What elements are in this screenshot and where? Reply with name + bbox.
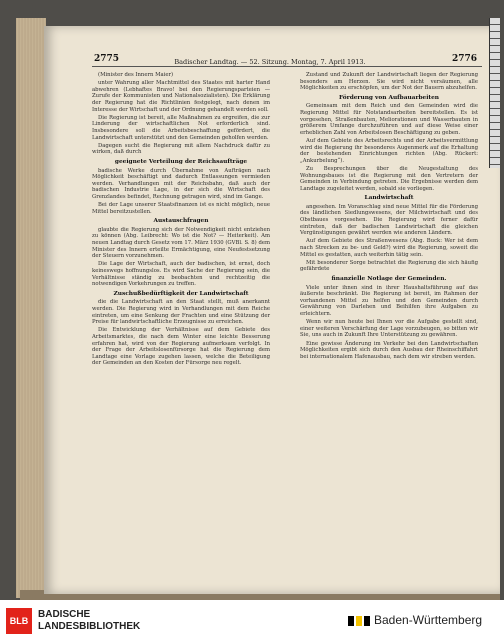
paragraph: Gemeinsam mit dem Reich und den Gemeinden wird die Regierung Mittel für Notstandsarbeiten bereitstellen. Es ist vorgesehen, Straßenbauten, Meliorationen und Wasserbauten in größerem Umfange durchzuführen und auf diese Weise einer erheblichen Zahl von Arbeitslosen Beschäftigung zu geben. <box>300 103 478 136</box>
library-name-line1: BADISCHE <box>38 609 91 620</box>
header-rule <box>92 66 482 67</box>
bw-lion-logo-icon <box>348 614 370 628</box>
library-name <box>38 609 140 633</box>
paragraph: Auf dem Gebiete des Straßenwesens (Abg. Buck: Wer ist dem nach Strecken zu be- und Geld?) wird die Regierung, soweit die Mittel es gestatten, auch weiterhin tätig sein. <box>300 238 478 258</box>
left-page-number: 2775 <box>94 54 120 64</box>
section-heading: geeignete Verteilung der Reichsaufträge <box>114 158 248 165</box>
paragraph: Wenn wir nun heute bei Ihnen vor die Aufgabe gestellt sind, einer weiteren Verschärfung der Lage vorzubeugen, so bitten wir Sie, uns auch in Zukunft Ihre Unterstützung zu gewähren. <box>300 319 478 339</box>
section-heading: Austauschfragen <box>153 218 209 225</box>
paragraph: Die Entwicklung der Verhältnisse auf dem Gebiete des Arbeitsmarktes, die nach dem Winter eine leichte Besserung erfahren hat, wird von der Regierung aufmerksam verfolgt. In der Frage der Arbeitslosenfürsorge hat die Regierung dem Landtage eine Vorlage zugehen lassen, welche die Beteiligung der Gemeinden an den Kosten der Fürsorge neu regelt. <box>92 327 270 367</box>
library-footer <box>0 600 504 641</box>
scale-ruler <box>489 18 500 168</box>
paragraph: die die Landwirtschaft an den Staat stellt, muß anerkannt werden. Die Regierung wird in Verhandlungen mit dem Reiche eintreten, um eine Senkung der Frachten und eine Stützung der Preise für landwirtschaftliche Erzeugnisse zu erreichen. <box>92 299 270 326</box>
paragraph: Viele unter ihnen sind in ihrer Haushaltsführung auf das äußerste beschränkt. Die Regierung ist bereit, im Rahmen der vorhandenen Mittel zu helfen und den Gemeinden durch Gewährung von Darlehen und Beihilfen ihre Aufgaben zu erleichtern. <box>300 284 478 317</box>
section-heading: Zuschußbedürftigkeit der Landwirtschaft <box>113 290 249 297</box>
paragraph: Zustand und Zukunft der Landwirtschaft liegen der Regierung besonders am Herzen. Sie wird nicht versäumen, alle Möglichkeiten zu erschöpfen, um der Not der Bauern abzuhelfen. <box>300 72 478 92</box>
blb-logo-icon: BLB <box>6 608 32 634</box>
section-heading: Förderung von Aufbauarbeiten <box>338 94 440 101</box>
book-page-edges <box>16 18 46 598</box>
library-name-line2: LANDESBIBLIOTHEK <box>38 621 141 632</box>
paragraph: Bei der Lage unserer Staatsfinanzen ist es nicht möglich, neue Mittel bereitzustellen. <box>92 202 270 215</box>
section-heading: finanzielle Notlage der Gemeinden. <box>331 276 447 282</box>
running-title: Badischer Landtag. — 52. Sitzung. Montag, 7. April 1913. <box>174 58 366 66</box>
left-text-column <box>92 72 270 369</box>
right-page-number: 2776 <box>452 54 478 64</box>
paragraph: (Minister des Innern Maier) <box>98 72 174 78</box>
paragraph: Eine gewisse Änderung im Verkehr bei den Landwirtschaften Möglichkeiten ergibt sich durch den Ausbau der Rheinschiffahrt bei internationalem Hafenausbau, nach dem wir streben werden. <box>300 340 478 360</box>
paragraph: Die Regierung ist bereit, alle Maßnahmen zu ergreifen, die zur Linderung der wirtschaftlichen Not erforderlich sind. Insbesondere soll die Arbeitsbeschaffung gefördert, die Landwirtschaft unterstützt und den Gemeinden geholfen werden. <box>92 114 270 141</box>
paragraph: Zu Besprechungen über die Neugestaltung des Wohnungsbaues ist die Regierung mit den Vertretern der Gemeinden in Verbindung getreten. Die Ergebnisse werden dem Landtage zugeleitet werden, sobald sie vorliegen. <box>300 165 478 192</box>
paragraph: Die Lage der Wirtschaft, auch der badischen, ist ernst, doch keineswegs hoffnungslos. Es wird Sache der Regierung sein, die Verhältnisse ständig zu beobachten und rechtzeitig die notwendigen Vorkehrungen zu treffen. <box>92 261 270 288</box>
paragraph: Mit besonderer Sorge betrachtet die Regierung die sich häufig gefährdete <box>300 259 478 273</box>
paragraph: angesehen. Im Voranschlag sind neue Mittel für die Förderung des ländlichen Siedlungswesens, der Milchwirtschaft und des Obstbaues vorgesehen. Die Regierung wird ferner dafür eintreten, daß der badischen Landwirtschaft die gleichen Vergünstigungen gewährt werden wie anderen Ländern. <box>300 203 478 237</box>
state-name: Baden-Württemberg <box>374 613 483 627</box>
paragraph: unter Wahrung aller Machtmittel des Staates mit harter Hand abwehren (Lebhaftes Bravo! bei den Regierungsparteien — Zurufe der Kommunisten und Nationalsozialisten). Die Erklärung der Regierung hat die Richtlinien festgelegt, nach denen im Interesse der Wirtschaft und der Ordnung gehandelt werden soll. <box>92 80 270 113</box>
right-text-column <box>300 72 478 362</box>
paragraph: glaubte die Regierung sich der Notwendigkeit nicht entziehen zu können (Abg. Leibrecht: Wo ist die Not? — Heiterkeit). Am neuen Landtag durch Gesetz vom 17. März 1930 (GVBl. S. 8) dem Minister des Innern erteilte Ermächtigung, eine Neufestsetzung der Steuern vorzunehmen. <box>92 226 270 260</box>
paragraph: Dagegen sucht die Regierung mit allem Nachdruck dafür zu wirken, daß durch <box>92 142 270 156</box>
paragraph: Auf dem Gebiete des Arbeitsrechts und der Arbeitsvermittlung wird die Regierung ihr besonderes Augenmerk auf die Erhaltung der bestehenden Einrichtungen richten (Abg. Rückert: „Ankurbelung“). <box>300 137 478 164</box>
section-heading: Landwirtschaft <box>364 195 414 202</box>
paragraph: badische Werke durch Übernahme von Aufträgen nach Möglichkeit beschäftigt und dadurch Entlassungen vermieden werden. Verhandlungen mit der Reichsbahn, daß auch der badischen Industrie Lage, in der sich die Wirtschaft des Grenzlandes befindet, Rechnung getragen wird, sind im Gange. <box>92 167 270 200</box>
